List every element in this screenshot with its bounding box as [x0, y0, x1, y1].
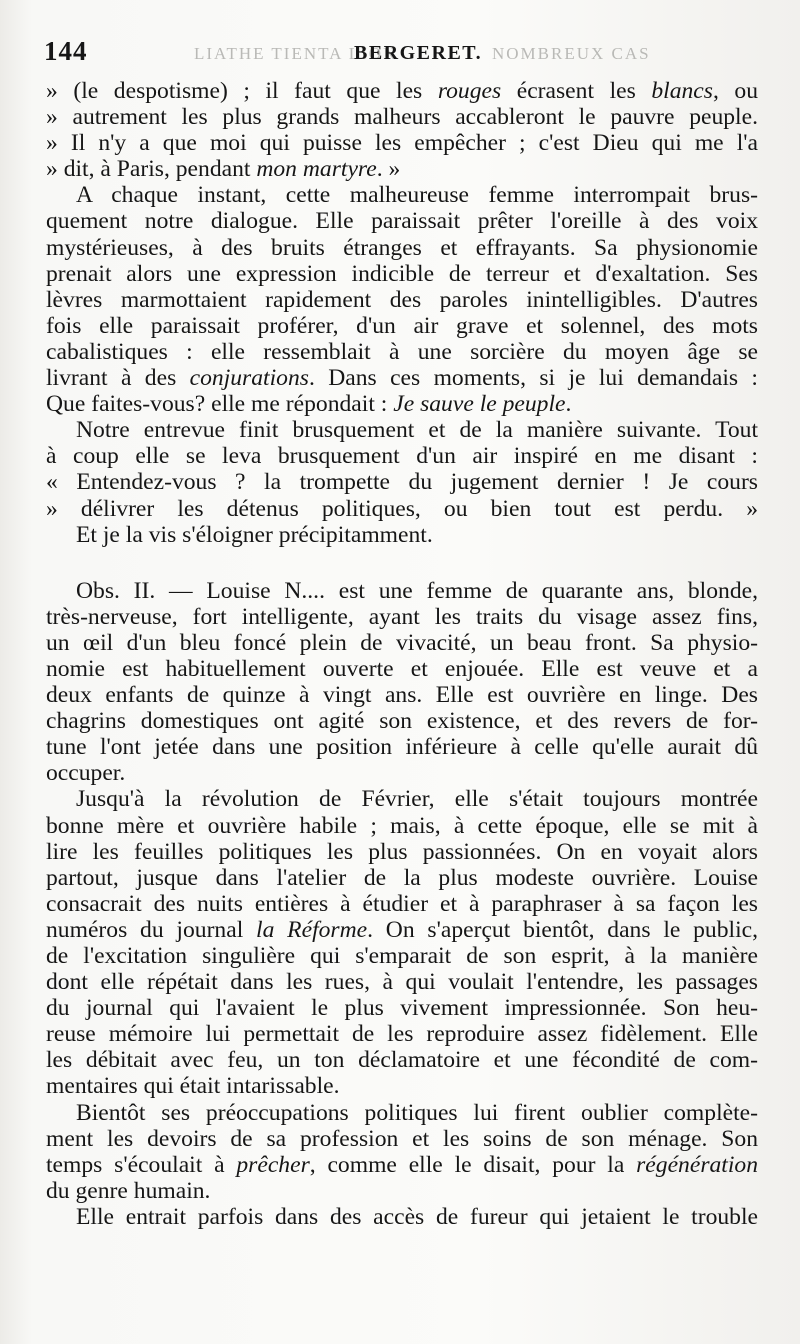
text-line: numéros du journal la Réforme. On s'aperçut bientôt, dans le public,: [46, 916, 759, 943]
text-line: du journal qui l'avaient le plus vivement impressionnée. Son heu-: [46, 995, 758, 1022]
text-line: » autrement les plus grands malheurs accableront le pauvre peuple.: [46, 104, 758, 131]
text-line: à coup elle se leva brusquement d'un air inspiré en me disant :: [46, 443, 758, 470]
text-line: Et je la vis s'éloigner précipitamment.: [76, 521, 433, 548]
text-line: reuse mémoire lui permettait de les reproduire assez fidèlement. Elle: [46, 1021, 758, 1048]
text-line: consacrait des nuits entières à étudier et à paraphraser à sa façon les: [46, 890, 758, 917]
text-line: Elle entrait parfois dans des accès de fureur qui jetaient le trouble: [76, 1203, 758, 1230]
text-line: » Il n'y a que moi qui puisse les empêcher ; c'est Dieu qui me l'a: [46, 130, 758, 157]
text-line: mentaires qui était intarissable.: [46, 1073, 340, 1100]
text-line: fois elle paraissait proférer, d'un air grave et solennel, des mots: [46, 312, 758, 339]
page-number: 144: [44, 36, 88, 66]
text-line: quement notre dialogue. Elle paraissait prêter l'oreille à des voix: [46, 208, 758, 235]
paragraph-gap: [46, 548, 758, 578]
text-line: Notre entrevue finit brusquement et de la manière suivante. Tout: [76, 417, 758, 444]
text-line: » délivrer les détenus politiques, ou bien tout est perdu. »: [46, 495, 758, 522]
text-line: de l'excitation singulière qui s'emparait de son esprit, à la manière: [46, 943, 758, 969]
text-line: tune l'ont jetée dans une position inférieure à celle qu'elle aurait dû: [46, 734, 758, 761]
text-line: prenait alors une expression indicible de terreur et d'exaltation. Ses: [46, 260, 758, 287]
text-line: dont elle répétait dans les rues, à qui voulait l'entendre, les passages: [46, 969, 758, 996]
text-line: » dit, à Paris, pendant mon martyre. »: [46, 156, 401, 183]
text-line: Que faites-vous? elle me répondait : Je sauve le peuple.: [46, 391, 572, 418]
text-line: occuper.: [46, 760, 126, 787]
text-line: bonne mère et ouvrière habile ; mais, à cette époque, elle se mit à: [46, 812, 758, 839]
body-text: [46, 78, 758, 1230]
text-line: très-nerveuse, fort intelligente, ayant les traits du visage assez fins,: [46, 603, 758, 630]
text-line: » (le despotisme) ; il faut que les rouges écrasent les blancs, ou: [46, 78, 759, 104]
text-line: lire les feuilles politiques les plus passionnées. On en voyait alors: [46, 838, 758, 865]
text-line: livrant à des conjurations. Dans ces moments, si je lui demandais :: [46, 365, 758, 392]
text-line: partout, jusque dans l'atelier de la plus modeste ouvrière. Louise: [46, 864, 758, 891]
text-line: cabalistiques : elle ressemblait à une sorcière du moyen âge se: [46, 338, 758, 365]
text-line: deux enfants de quinze à vingt ans. Elle est ouvrière en linge. Des: [46, 682, 758, 709]
text-line: « Entendez-vous ? la trompette du jugement dernier ! Je cours: [46, 469, 758, 496]
text-line: les débitait avec feu, un ton déclamatoire et une fécondité de com-: [46, 1047, 758, 1074]
running-title: BERGERET.: [354, 42, 483, 64]
text-line: A chaque instant, cette malheureuse femme interrompait brus-: [76, 182, 758, 209]
text-line: temps s'écoulait à prêcher, comme elle le disait, pour la régénération: [46, 1151, 758, 1178]
bleed-through-text-left: LIATHE TIENTA LION: [194, 44, 398, 63]
text-line: Bientôt ses préoccupations politiques lui firent oublier complète-: [76, 1099, 758, 1126]
text-line: Obs. II. — Louise N.... est une femme de quarante ans, blonde,: [76, 577, 758, 604]
text-line: ment les devoirs de sa profession et les soins de son ménage. Son: [46, 1125, 758, 1152]
bleed-through-text-right: NOMBREUX CAS: [492, 44, 651, 63]
text-line: nomie est habituellement ouverte et enjouée. Elle est veuve et a: [46, 655, 758, 682]
text-line: un œil d'un bleu foncé plein de vivacité, un beau front. Sa physio-: [46, 629, 758, 656]
text-line: Jusqu'à la révolution de Février, elle s'était toujours montrée: [76, 786, 758, 813]
page-header: [44, 32, 760, 72]
text-line: lèvres marmottaient rapidement des paroles inintelligibles. D'autres: [46, 286, 758, 313]
text-line: mystérieuses, à des bruits étranges et effrayants. Sa physionomie: [46, 234, 758, 261]
text-line: chagrins domestiques ont agité son existence, et des revers de for-: [46, 708, 758, 735]
text-line: du genre humain.: [46, 1177, 211, 1204]
